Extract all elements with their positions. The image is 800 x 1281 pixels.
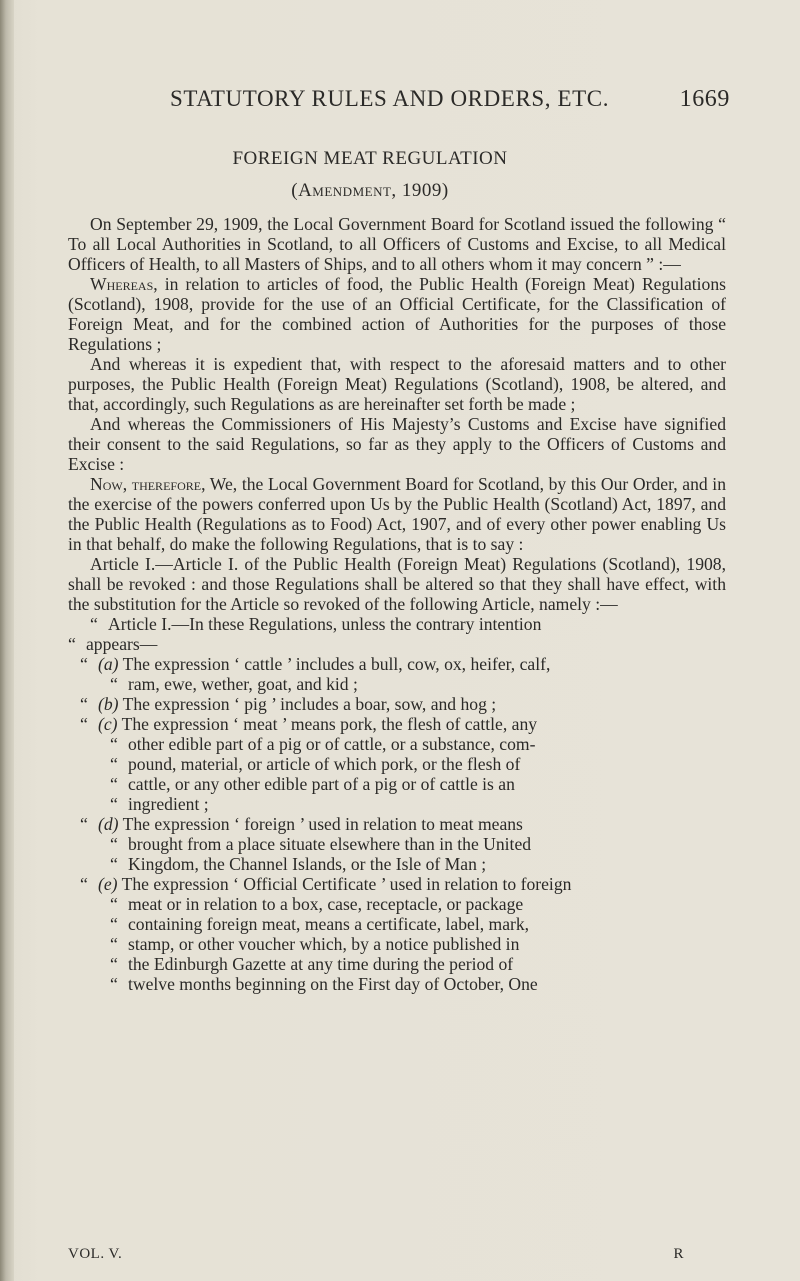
whereas-lead: Whereas, bbox=[90, 274, 158, 294]
paragraph-whereas bbox=[68, 274, 726, 354]
quoted-article-line: “ Article I.—In these Regulations, unless the contrary intention bbox=[90, 614, 542, 634]
definition-e-cont: “ stamp, or other voucher which, by a notice published in bbox=[110, 934, 520, 954]
page-gutter-shadow bbox=[0, 0, 14, 1281]
paragraph-and-whereas-2: And whereas the Commissioners of His Majesty’s Customs and Excise have signified their consent to the said Regulations, so far as they apply to the Officers of Customs and Excise : bbox=[68, 414, 726, 474]
definition-a: “ (a) The expression ‘ cattle ’ includes a bull, cow, ox, heifer, calf, bbox=[80, 654, 551, 674]
paragraph-and-whereas-1: And whereas it is expedient that, with respect to the aforesaid matters and to other purposes, the Public Health (Foreign Meat) Regulations (Scotland), 1908, be altered, and that, accordingly, such Regulations as are hereinafter set forth be made ; bbox=[68, 354, 726, 414]
now-therefore-text: We, the Local Government Board for Scotland, by this Our Order, and in the exercise of the powers conferred upon Us by the Public Health (Scotland) Act, 1897, and the Public Health (Regulations as to Food) Act, 1907, and of every other power enabling Us in that behalf, do make the following Regulations, that is to say : bbox=[68, 474, 726, 554]
paragraph-article-one: Article I.—Article I. of the Public Health (Foreign Meat) Regulations (Scotland), 1908, shall be revoked : and those Regulations shall be altered so that they shall have effect, with the substitution for the Article so revoked of the following Article, namely :— bbox=[68, 554, 726, 614]
paragraph-now-therefore bbox=[68, 474, 726, 554]
volume-label: VOL. V. bbox=[68, 1246, 123, 1262]
definition-b: “ (b) The expression ‘ pig ’ includes a boar, sow, and hog ; bbox=[80, 694, 497, 714]
definition-e: “ (e) The expression ‘ Official Certificate ’ used in relation to foreign bbox=[80, 874, 572, 894]
definition-a-cont: “ ram, ewe, wether, goat, and kid ; bbox=[110, 674, 358, 694]
section-subtitle: (Amendment, 1909) bbox=[291, 180, 449, 201]
definition-d-cont: “ Kingdom, the Channel Islands, or the Isle of Man ; bbox=[110, 854, 487, 874]
page-number: 1669 bbox=[679, 86, 730, 112]
definition-e-cont: “ twelve months beginning on the First day of October, One bbox=[110, 974, 538, 994]
definition-c-cont: “ ingredient ; bbox=[110, 794, 209, 814]
definition-c-cont: “ pound, material, or article of which pork, or the flesh of bbox=[110, 754, 521, 774]
running-head bbox=[170, 86, 730, 120]
signature-mark: R bbox=[673, 1246, 684, 1262]
section-title: FOREIGN MEAT REGULATION bbox=[232, 148, 508, 169]
definition-c: “ (c) The expression ‘ meat ’ means pork, the flesh of cattle, any bbox=[80, 714, 538, 734]
definition-c-cont: “ other edible part of a pig or of cattle, or a substance, com- bbox=[110, 734, 536, 754]
definition-e-cont: “ containing foreign meat, means a certificate, label, mark, bbox=[110, 914, 530, 934]
paragraph-intro: On September 29, 1909, the Local Government Board for Scotland issued the following “ To all Local Authorities in Scotland, to all Officers of Customs and Excise, to all Medical Officers of Health, to all Masters of Ships, and to all others whom it may concern ” :— bbox=[68, 214, 726, 274]
quoted-article-line: “ appears— bbox=[68, 634, 158, 654]
definition-c-cont: “ cattle, or any other edible part of a pig or of cattle is an bbox=[110, 774, 515, 794]
definition-e-cont: “ the Edinburgh Gazette at any time during the period of bbox=[110, 954, 514, 974]
definition-e-cont: “ meat or in relation to a box, case, receptacle, or package bbox=[110, 894, 524, 914]
body-text bbox=[68, 214, 726, 994]
whereas-text: in relation to articles of food, the Public Health (Foreign Meat) Regulations (Scotland), 1908, provide for the use of an Official Certificate, for the Classification of Foreign Meat, and for the combined action of Authorities for the purposes of those Regulations ; bbox=[68, 274, 726, 354]
definition-d: “ (d) The expression ‘ foreign ’ used in relation to meat means bbox=[80, 814, 523, 834]
now-therefore-lead: Now, therefore, bbox=[90, 474, 206, 494]
running-head-title: STATUTORY RULES AND ORDERS, ETC. bbox=[170, 86, 610, 111]
page-footer bbox=[68, 1246, 728, 1268]
definition-d-cont: “ brought from a place situate elsewhere than in the United bbox=[110, 834, 532, 854]
